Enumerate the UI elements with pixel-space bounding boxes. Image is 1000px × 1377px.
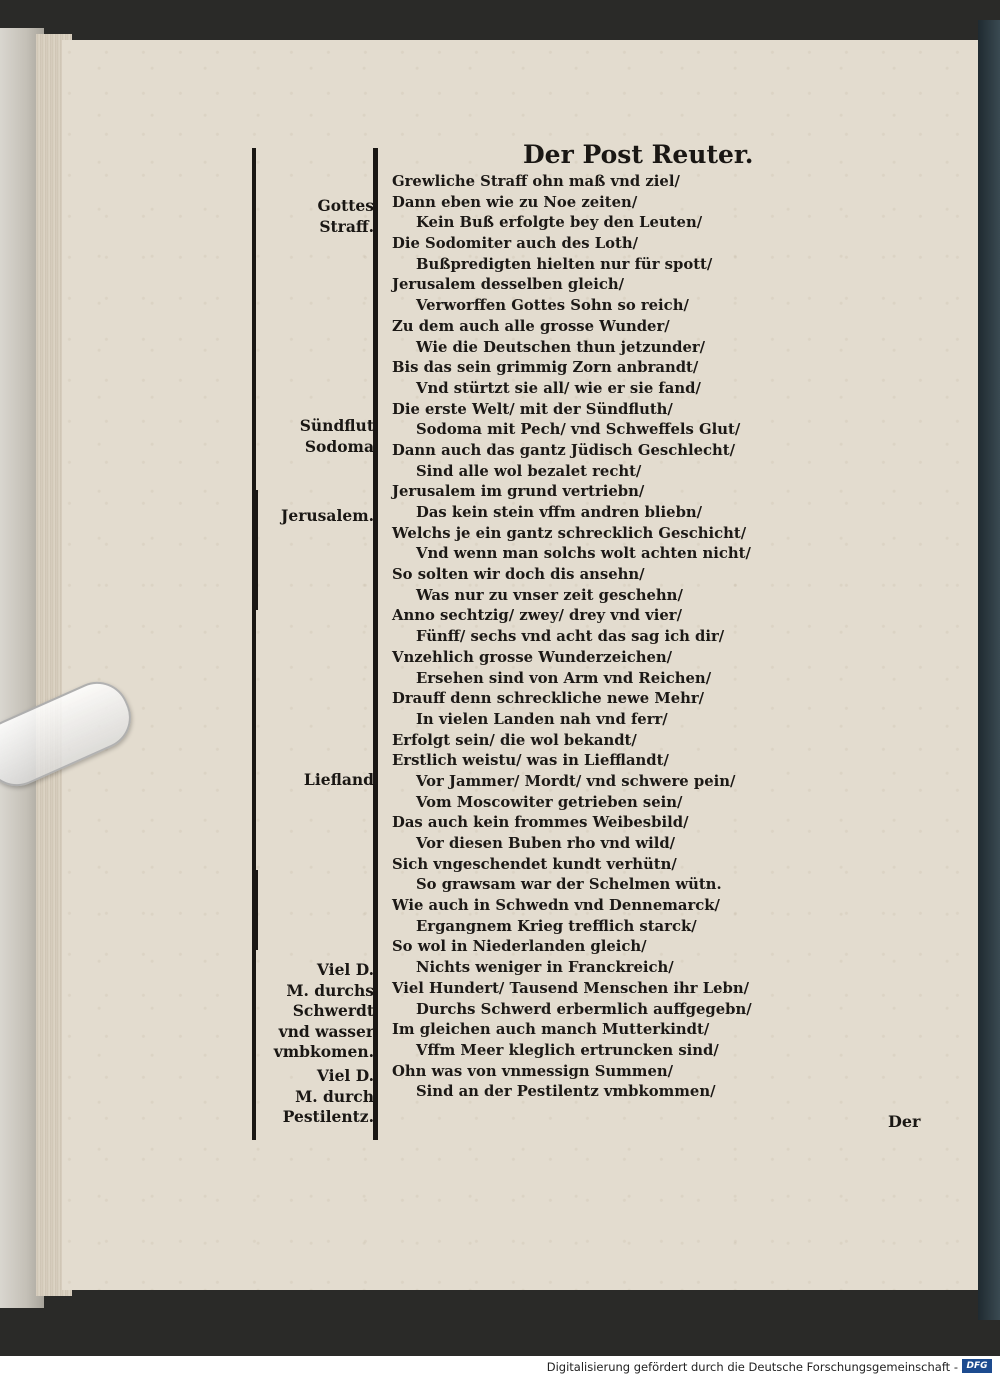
sidenote-line: M. durch (295, 1086, 374, 1106)
book-cover-right (978, 20, 1000, 1320)
verse-block (392, 172, 822, 1103)
sidenote-liefland (258, 770, 374, 791)
verse-line: Die erste Welt/ mit der Sündfluth/ (392, 400, 673, 418)
verse-line: Welchs je ein gantz schrecklich Geschicht/ (392, 524, 747, 542)
sidenote-line: vnd wasser (278, 1021, 374, 1041)
verse-line: Fünff/ sechs vnd acht das sag ich dir/ (416, 628, 725, 646)
dfg-logo: DFG (962, 1359, 992, 1373)
verse-line: Sind alle wol bezalet recht/ (416, 462, 642, 480)
sidenote-line: Jerusalem. (281, 506, 374, 525)
verse-line: Wie die Deutschen thun jetzunder/ (416, 338, 706, 356)
catchword: Der (888, 1112, 921, 1131)
sidenote-line: Straff. (319, 216, 374, 236)
verse-line: Bußpredigten hielten nur für spott/ (416, 255, 713, 273)
verse-line: Das auch kein frommes Weibesbild/ (392, 814, 689, 832)
sidenote-line: vmbkomen. (273, 1042, 374, 1061)
verse-line: Dann auch das gantz Jüdisch Geschlecht/ (392, 441, 736, 459)
sidenote-line: Sündflut (299, 416, 374, 435)
verse-line: Erstlich weistu/ was in Liefflandt/ (392, 752, 669, 770)
verse-line: Grewliche Straff ohn maß vnd ziel/ (392, 173, 680, 190)
verse-line: Vnzehlich grosse Wunderzeichen/ (392, 648, 673, 666)
margin-rule-outer (252, 148, 256, 1140)
verse-line: Was nur zu vnser zeit geschehn/ (416, 586, 683, 604)
sidenote-line: Pestilentz. (282, 1107, 374, 1126)
verse-line: Nichts weniger in Franckreich/ (416, 959, 674, 977)
verse-line: So wol in Niederlanden gleich/ (392, 938, 647, 956)
verse-line: Zu dem auch alle grosse Wunder/ (392, 317, 670, 335)
footer-bar (0, 1356, 1000, 1377)
sidenote-line: Viel D. (316, 960, 374, 979)
verse-line: In vielen Landen nah vnd ferr/ (416, 710, 668, 728)
verse-line: Verworffen Gottes Sohn so reich/ (416, 297, 689, 315)
sidenote-suendflut-sodoma (258, 416, 374, 457)
verse-line: So solten wir doch dis ansehn/ (392, 566, 645, 584)
sidenote-jerusalem (258, 506, 374, 527)
verse-line: Wie auch in Schwedn vnd Dennemarck/ (392, 897, 720, 915)
sidenote-line: Liefland (303, 770, 374, 789)
verse-line: Jerusalem im grund vertriebn/ (392, 483, 645, 501)
funding-credit: Digitalisierung gefördert durch die Deutsche Forschungsgemeinschaft - (546, 1360, 958, 1374)
verse-line: Im gleichen auch manch Mutterkindt/ (392, 1021, 710, 1039)
sidenote-line: Schwerdt (292, 1001, 374, 1020)
verse-line: Vnd wenn man solchs wolt achten nicht/ (416, 545, 751, 563)
verse-line: Sind an der Pestilentz vmbkommen/ (416, 1083, 716, 1101)
verse-line: Vnd stürtzt sie all/ wie er sie fand/ (416, 379, 701, 397)
verse-line: Sodoma mit Pech/ vnd Schweffels Glut/ (416, 421, 741, 439)
verse-line: Jerusalem desselben gleich/ (392, 276, 625, 294)
sidenote-line: Viel D. (316, 1066, 374, 1085)
verse-line: So grawsam war der Schelmen wütn. (416, 876, 722, 894)
verse-line: Viel Hundert/ Tausend Menschen ihr Lebn/ (392, 979, 750, 997)
verse-line: Vor diesen Buben rho vnd wild/ (416, 835, 676, 852)
verse-line: Vom Moscowiter getrieben sein/ (416, 793, 683, 811)
margin-rule-stub (256, 870, 258, 950)
verse-line: Ohn was von vnmessign Summen/ (392, 1062, 674, 1080)
sidenote-schwerdt-wasser (258, 960, 374, 1063)
verse-line: Ersehen sind von Arm vnd Reichen/ (416, 669, 712, 687)
verse-line: Ergangnem Krieg trefflich starck/ (416, 917, 697, 935)
verse-line: Kein Buß erfolgte bey den Leuten/ (416, 214, 703, 232)
verse-line: Dann eben wie zu Noe zeiten/ (392, 193, 638, 211)
verse-line: Durchs Schwerd erbermlich auffgegebn/ (416, 1000, 752, 1018)
verse-line: Anno sechtzig/ zwey/ drey vnd vier/ (392, 607, 682, 625)
sidenote-line: Gottes (317, 196, 374, 215)
sidenote-line: Sodoma (304, 436, 374, 456)
verse-line: Vffm Meer kleglich ertruncken sind/ (416, 1041, 719, 1059)
verse-line: Bis das sein grimmig Zorn anbrandt/ (392, 359, 699, 377)
verse-line: Die Sodomiter auch des Loth/ (392, 235, 639, 253)
running-title: Der Post Reuter. (523, 140, 754, 169)
verse-line: Das kein stein vffm andren bliebn/ (416, 504, 703, 521)
verse-line: Drauff denn schreckliche newe Mehr/ (392, 690, 705, 708)
verse-line: Vor Jammer/ Mordt/ vnd schwere pein/ (416, 772, 736, 790)
verse-line: Sich vngeschendet kundt verhütn/ (392, 855, 677, 873)
sidenote-line: M. durchs (286, 980, 374, 1000)
sidenote-pestilentz (258, 1066, 374, 1128)
verse-line: Erfolgt sein/ die wol bekandt/ (392, 731, 637, 749)
sidenote-gottes-straff (258, 196, 374, 237)
